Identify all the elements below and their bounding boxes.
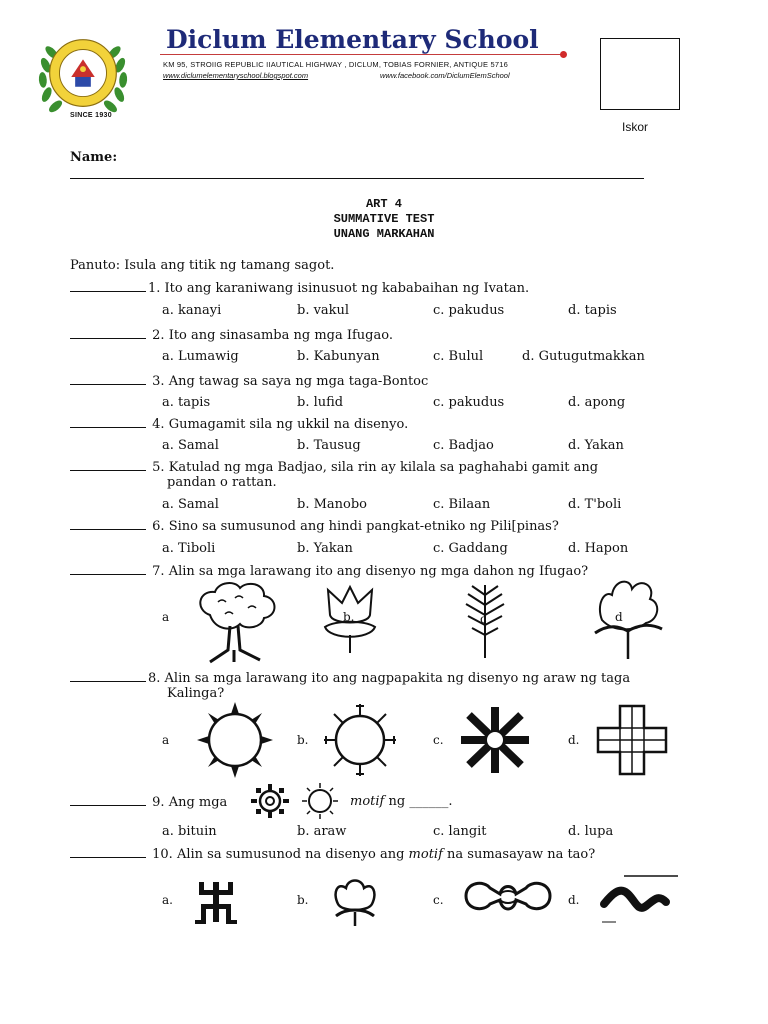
choice-b: b. Tausug: [297, 438, 361, 453]
choice-a: a. bituin: [162, 824, 217, 839]
choice-b: b. Manobo: [297, 497, 367, 512]
test-title-type: SUMMATIVE TEST: [333, 212, 435, 226]
sun-spiked-design-image: [195, 700, 275, 780]
option-label-a: a: [162, 610, 170, 624]
option-label-d: d.: [568, 733, 580, 747]
choice-c: c. Gaddang: [433, 541, 508, 556]
choice-d: d. tapis: [568, 303, 617, 318]
score-box: [600, 38, 680, 110]
option-label-a: a.: [162, 893, 173, 907]
header-divider-dot: [560, 51, 567, 58]
option-label-c: c.: [433, 893, 444, 907]
answer-blank[interactable]: [70, 670, 146, 682]
school-seal-logo: [34, 26, 132, 124]
school-address: KM 95, STROIIG REPUBLIC IIAUTICAL HIGHWAY , DICLUM, TOBIAS FORNIER, ANTIQUE 5716: [163, 60, 508, 69]
school-name: Diclum Elementary School: [166, 25, 539, 54]
answer-blank[interactable]: [70, 563, 146, 575]
choice-b: b. Yakan: [297, 541, 353, 556]
instructions: Panuto: Isula ang titik ng tamang sagot.: [70, 258, 335, 273]
header-divider: [160, 54, 562, 55]
website-link[interactable]: www.diclumelementaryschool.blogspot.com: [163, 71, 309, 80]
wave-motif-image: [598, 872, 680, 928]
choice-a: a. tapis: [162, 395, 211, 410]
option-label-b: b.: [297, 733, 309, 747]
test-title-subject: ART 4: [365, 197, 402, 211]
tree-design-image: [190, 580, 280, 670]
option-label-c: c.: [433, 733, 444, 747]
choice-d: d. Hapon: [568, 541, 629, 556]
option-label-a: a: [162, 733, 170, 747]
answer-blank[interactable]: [70, 518, 146, 530]
answer-blank[interactable]: [70, 327, 146, 339]
choice-c: c. Bulul: [433, 349, 484, 364]
choice-b: b. lufid: [297, 395, 344, 410]
question-2: 2. Ito ang sinasamba ng mga Ifugao.: [70, 327, 393, 343]
choice-a: a. Lumawig: [162, 349, 239, 364]
question-10: 10. Alin sa sumusunod na disenyo ang motif na sumasayaw na tao?: [70, 846, 595, 862]
choice-c: c. Badjao: [433, 438, 494, 453]
option-label-c: c: [480, 612, 487, 626]
answer-blank[interactable]: [70, 373, 146, 385]
question-5: 5. Katulad ng mga Badjao, sila rin ay kilala sa paghahabi gamit ang: [70, 459, 598, 475]
choice-d: d. Gutugutmakkan: [522, 349, 645, 364]
answer-blank[interactable]: [70, 459, 146, 471]
leaf-motif-image: [330, 876, 380, 928]
choice-c: c. pakudus: [433, 303, 505, 318]
question-3: 3. Ang tawag sa saya ng mga taga-Bontoc: [70, 373, 428, 389]
sun-rays-design-image: [320, 700, 400, 780]
choice-c: c. Bilaan: [433, 497, 491, 512]
question-9-suffix: motif ng ______.: [350, 794, 453, 809]
test-title-quarter: UNANG MARKAHAN: [333, 227, 435, 241]
choice-d: d. T'boli: [568, 497, 622, 512]
question-8: 8. Alin sa mga larawang ito ang nagpapakita ng disenyo ng araw ng taga: [70, 670, 630, 686]
option-label-b: b.: [297, 893, 309, 907]
choice-d: d. lupa: [568, 824, 614, 839]
dancing-man-motif-image: [195, 880, 237, 926]
question-8-continued: Kalinga?: [167, 686, 225, 701]
choice-a: a. Tiboli: [162, 541, 216, 556]
choice-d: d. apong: [568, 395, 626, 410]
choice-a: a. Samal: [162, 497, 219, 512]
choice-a: a. kanayi: [162, 303, 222, 318]
answer-blank[interactable]: [70, 846, 146, 858]
question-6: 6. Sino sa sumusunod ang hindi pangkat-etniko ng Pili[pinas?: [70, 518, 559, 534]
question-7: 7. Alin sa mga larawang ito ang disenyo ng mga dahon ng Ifugao?: [70, 563, 588, 579]
star-burst-design-image: [455, 705, 535, 775]
since-year-caption: SINCE 1930: [70, 112, 112, 119]
choice-c: c. pakudus: [433, 395, 505, 410]
choice-b: b. Kabunyan: [297, 349, 380, 364]
name-label: Name:: [70, 150, 118, 165]
answer-blank[interactable]: [70, 416, 146, 428]
question-9: 9. Ang mga: [70, 794, 227, 810]
choice-c: c. langit: [433, 824, 487, 839]
option-label-d: d.: [568, 893, 580, 907]
choice-b: b. vakul: [297, 303, 350, 318]
answer-blank[interactable]: [70, 794, 146, 806]
question-4: 4. Gumagamit sila ng ukkil na disenyo.: [70, 416, 408, 432]
sun-motif-image: [300, 782, 340, 820]
score-label: Iskor: [622, 120, 649, 134]
question-5-continued: pandan o rattan.: [167, 475, 277, 490]
answer-blank[interactable]: [70, 280, 146, 292]
choice-b: b. araw: [297, 824, 347, 839]
cross-design-image: [596, 704, 668, 776]
option-label-d: d: [615, 610, 623, 624]
gear-motif-image: [248, 783, 292, 819]
choice-a: a. Samal: [162, 438, 219, 453]
name-line[interactable]: [70, 178, 644, 179]
leaf-hand-design-image: [590, 575, 665, 660]
option-label-b: b.: [343, 610, 355, 624]
scroll-motif-image: [462, 876, 554, 922]
facebook-link[interactable]: www.facebook.com/DiclumElemSchool: [380, 71, 510, 80]
choice-d: d. Yakan: [568, 438, 624, 453]
question-1: 1. Ito ang karaniwang isinusuot ng kababaihan ng Ivatan.: [70, 280, 529, 296]
